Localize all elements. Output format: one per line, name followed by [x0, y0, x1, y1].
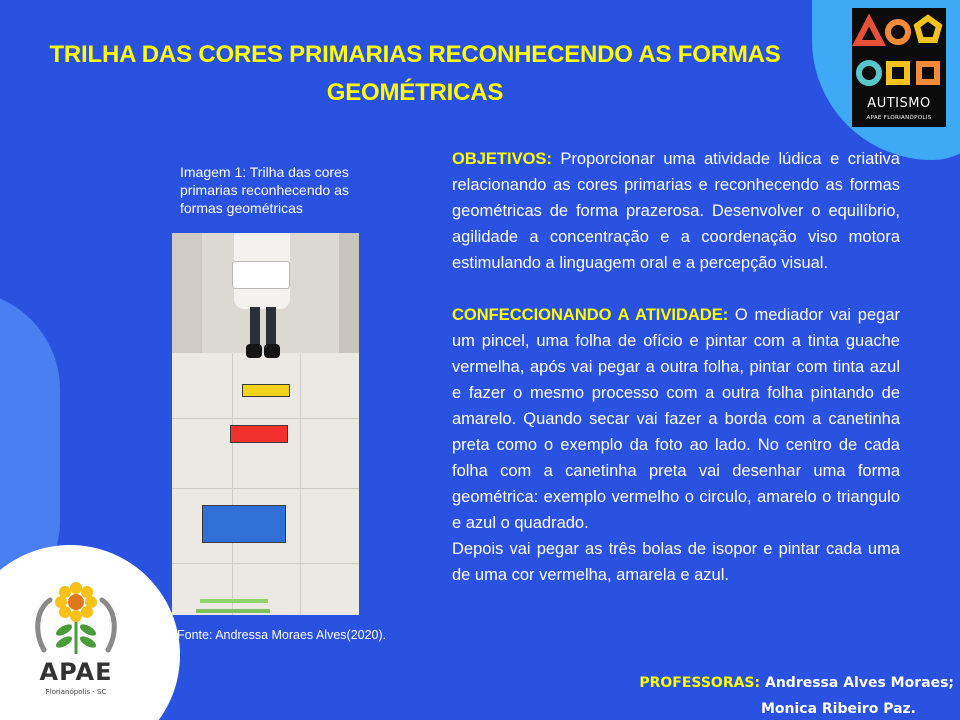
slide-title [0, 36, 830, 112]
activity-description [452, 146, 900, 588]
photo-person-leg [266, 307, 276, 347]
activity-photo [172, 233, 359, 615]
apae-logo-subtext: Florianópolis - SC [45, 688, 107, 696]
green-stripe [196, 609, 270, 613]
red-card [230, 425, 288, 443]
photo-tile-line [300, 353, 301, 615]
photo-tile-line [172, 563, 359, 564]
yellow-card [242, 384, 290, 397]
teacher-name-2: Monica Ribeiro Paz. [760, 701, 916, 717]
photo-person-leg [250, 307, 260, 347]
autismo-logo-text: AUTISMO [867, 96, 931, 111]
paragraph-gap [452, 276, 900, 302]
photo-tile-line [172, 488, 359, 489]
apae-logo-text: APAE [39, 658, 113, 686]
teachers-credit [560, 670, 954, 720]
photo-tile-line [232, 353, 233, 615]
photo-box [232, 261, 290, 289]
apae-flower-icon [30, 580, 122, 658]
photo-tile-line [172, 418, 359, 419]
autismo-shapes-icon [852, 8, 946, 94]
objectives-text: Proporcionar uma atividade lúdica e criativa relacionando as cores primarias e reconhecendo as formas geométricas de forma prazerosa. Desenvolver o equilíbrio, agilidade a concentração e a coordenação viso motora estimulando a linguagem oral e a percepção visual. [452, 150, 900, 272]
green-stripe [200, 599, 268, 603]
teacher-name-1: Andressa Alves Moraes; [765, 675, 954, 691]
objectives-paragraph [452, 146, 900, 276]
making-paragraph [452, 302, 900, 536]
photo-person-shoe [264, 344, 280, 358]
title-line-1: TRILHA DAS CORES PRIMARIAS RECONHECENDO AS FORMAS [49, 41, 781, 68]
teachers-line-1 [560, 670, 954, 696]
image-source: Fonte: Andressa Moraes Alves(2020). [177, 628, 387, 642]
making-paragraph-2: Depois vai pegar as três bolas de isopor e pintar cada uma de uma cor vermelha, amarela e azul. [452, 540, 900, 584]
making-label: CONFECCIONANDO A ATIVIDADE: [452, 306, 729, 324]
blue-card [202, 505, 286, 543]
image-caption: Imagem 1: Trilha das cores primarias reconhecendo as formas geométricas [180, 164, 349, 216]
making-text: O mediador vai pegar um pincel, uma folha de ofício e pintar com a tinta guache vermelha, após vai pegar a outra folha, pintar com tinta azul e fazer o mesmo processo com a outra folha pintando de amarelo. Quando secar vai fazer a borda com a canetinha preta como o exemplo da foto ao lado. No centro de cada folha com a canetinha preta vai desenhar uma forma geométrica: exemplo vermelho o circulo, amarelo o triangulo e azul o quadrado. [452, 306, 900, 532]
teachers-label: PROFESSORAS: [639, 675, 761, 691]
autismo-logo-subtext: APAE FLORIANÓPOLIS [866, 115, 932, 121]
title-line-2: GEOMÉTRICAS [326, 79, 504, 106]
autismo-logo [852, 8, 946, 127]
photo-person-shoe [246, 344, 262, 358]
apae-logo [30, 580, 122, 705]
objectives-label: OBJETIVOS: [452, 150, 552, 168]
